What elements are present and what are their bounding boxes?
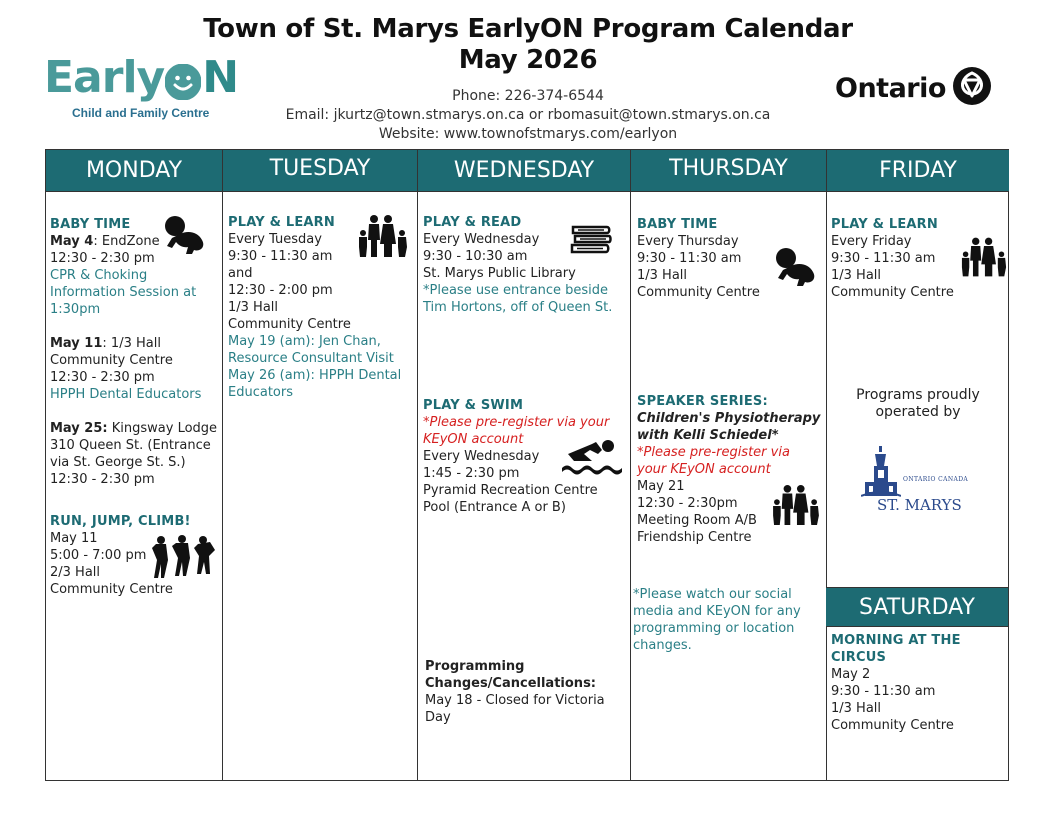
note-text: HPPH Dental Educators <box>50 387 202 402</box>
trillium-icon <box>952 66 992 111</box>
date-label: May 4 <box>50 234 94 249</box>
baby-crawling-icon <box>773 246 819 295</box>
date-text: May 2 <box>831 667 871 682</box>
earlyon-logo-word: Early <box>44 52 165 103</box>
speaker-subtitle: Children's Physiotherapy with Kelli Schiedel* <box>637 411 821 443</box>
time-text: 9:30 - 11:30 am <box>637 251 742 266</box>
day-header-tuesday: TUESDAY <box>223 150 417 192</box>
location-text: 1/3 Hall <box>831 268 882 283</box>
day-header-thursday: THURSDAY <box>631 150 826 192</box>
program-title: PLAY & SWIM <box>423 398 524 413</box>
note-text: May 19 (am): Jen Chan, Resource Consultant Visit <box>228 334 394 366</box>
date-label: May 25: <box>50 421 108 436</box>
location-text: 2/3 Hall <box>50 565 101 580</box>
location-text: Kingsway Lodge 310 Queen St. (Entrance via St. George St. S.) <box>50 421 218 470</box>
program-title: PLAY & LEARN <box>228 215 335 230</box>
page-title: Town of St. Marys EarlyON Program Calendar <box>203 14 853 44</box>
time-text: 12:30 - 2:30 pm <box>50 370 155 385</box>
date-text: May 21 <box>637 479 685 494</box>
time-text: 5:00 - 7:00 pm <box>50 548 147 563</box>
kids-jumping-icon <box>152 534 216 585</box>
and-text: and <box>228 266 253 281</box>
earlyon-logo-n: N <box>202 52 239 103</box>
day-header-monday: MONDAY <box>46 150 222 192</box>
column-thursday <box>631 150 827 780</box>
location-text: Community Centre <box>637 285 760 300</box>
day-header-friday: FRIDAY <box>827 150 1009 192</box>
ontario-logo-word: Ontario <box>835 73 946 104</box>
location-text: Community Centre <box>228 317 351 332</box>
time-text: 12:30 - 2:00 pm <box>228 283 333 298</box>
operated-by-text: Programs proudly operated by <box>856 387 980 420</box>
location-text: Pyramid Recreation Centre Pool (Entrance A or B) <box>423 483 598 515</box>
frequency-text: Every Tuesday <box>228 232 322 247</box>
date-text: May 11 <box>50 531 98 546</box>
column-tuesday <box>223 150 418 780</box>
program-title: PLAY & LEARN <box>831 217 938 232</box>
contact-phone: Phone: 226-374-6544 <box>452 88 604 104</box>
pre-register-note: *Please pre-register via your KEyON account <box>637 445 790 477</box>
location-text: Community Centre <box>50 582 173 597</box>
social-media-note <box>633 586 823 654</box>
location-text: Community Centre <box>831 285 954 300</box>
time-text: 9:30 - 10:30 am <box>423 249 528 264</box>
st-marys-logo-name: ST. MARYS <box>877 496 962 514</box>
swimmer-icon <box>562 434 622 481</box>
changes-text: May 18 - Closed for Victoria Day <box>425 693 605 725</box>
earlyon-logo-subtitle: Child and Family Centre <box>72 106 210 120</box>
note-text: *Please use entrance beside Tim Hortons, off of Queen St. <box>423 283 613 315</box>
day-header-saturday: SATURDAY <box>826 587 1008 627</box>
baby-crawling-icon <box>162 214 208 263</box>
program-title: BABY TIME <box>637 217 718 232</box>
st-marys-logo-top: ONTARIO CANADA <box>903 476 969 483</box>
note-text: May 26 (am): HPPH Dental Educators <box>228 368 402 400</box>
location-text: : EndZone <box>93 234 160 249</box>
time-text: 9:30 - 11:30 am <box>228 249 333 264</box>
program-title: RUN, JUMP, CLIMB! <box>50 514 191 529</box>
note-text: CPR & Choking Information Session at 1:30pm <box>50 268 197 317</box>
earlyon-logo <box>44 52 239 126</box>
location-text: Community Centre <box>50 353 173 368</box>
program-title: SPEAKER SERIES: <box>637 394 768 409</box>
contact-email: Email: jkurtz@town.stmarys.on.ca or rbomasuit@town.stmarys.on.ca <box>285 107 771 123</box>
location-text: 1/3 Hall <box>637 268 688 283</box>
family-icon <box>961 236 1007 283</box>
column-monday <box>46 150 223 780</box>
location-text: : 1/3 Hall <box>102 336 161 351</box>
column-wednesday <box>418 150 631 780</box>
program-title: BABY TIME <box>50 217 131 232</box>
books-icon <box>570 223 612 260</box>
location-text: Friendship Centre <box>637 530 752 545</box>
page-subtitle-month: May 2026 <box>458 45 598 75</box>
programming-changes <box>425 658 625 726</box>
frequency-text: Every Friday <box>831 234 912 249</box>
location-text: 1/3 Hall <box>831 701 882 716</box>
location-text: Meeting Room A/B <box>637 513 757 528</box>
day-header-wednesday: WEDNESDAY <box>418 150 630 192</box>
contact-website: Website: www.townofstmarys.com/earlyon <box>378 126 678 142</box>
time-text: 9:30 - 11:30 am <box>831 251 936 266</box>
time-text: 12:30 - 2:30 pm <box>50 251 155 266</box>
frequency-text: Every Wednesday <box>423 232 540 247</box>
location-text: 1/3 Hall <box>228 300 279 315</box>
program-title: PLAY & READ <box>423 215 522 230</box>
program-title: MORNING AT THE CIRCUS <box>831 633 961 665</box>
date-label: May 11 <box>50 336 103 351</box>
family-icon <box>358 214 408 263</box>
saturday-morning-circus <box>831 632 1007 734</box>
time-text: 12:30 - 2:30pm <box>637 496 738 511</box>
changes-title: Programming Changes/Cancellations: <box>425 659 596 691</box>
time-text: 12:30 - 2:30 pm <box>50 472 155 487</box>
frequency-text: Every Thursday <box>637 234 739 249</box>
smiley-icon <box>165 64 201 100</box>
calendar-grid <box>45 149 1009 781</box>
location-text: Community Centre <box>831 718 954 733</box>
frequency-text: Every Wednesday <box>423 449 540 464</box>
pre-register-note: *Please pre-register via your KEyON account <box>423 415 610 447</box>
time-text: 9:30 - 11:30 am <box>831 684 936 699</box>
family-icon <box>771 484 821 531</box>
st-marys-logo <box>861 446 977 516</box>
location-text: St. Marys Public Library <box>423 266 576 281</box>
note-text: *Please watch our social media and KEyON for any programming or location changes. <box>633 587 801 653</box>
ontario-logo <box>835 66 992 111</box>
time-text: 1:45 - 2:30 pm <box>423 466 520 481</box>
